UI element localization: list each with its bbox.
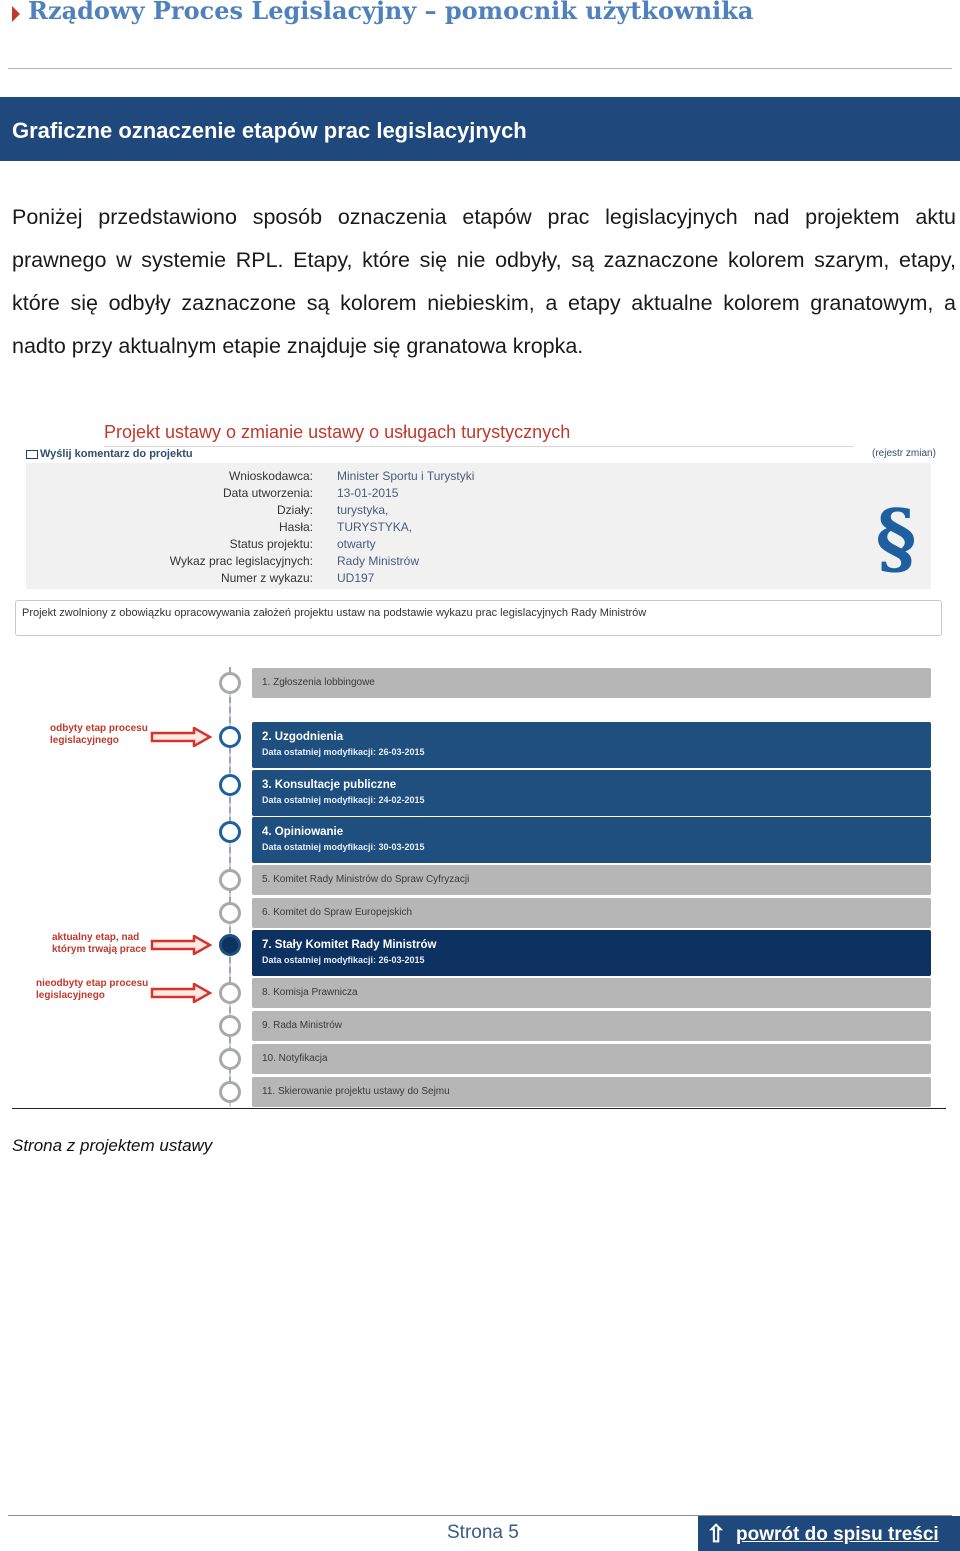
metadata-label: Numer z wykazu: [220, 571, 313, 585]
step-label: 7. Stały Komitet Rady Ministrów [262, 939, 437, 951]
annotation-line: którym trwają prace [52, 944, 147, 955]
annotation-line: legislacyjnego [50, 735, 119, 746]
annotation-line: aktualny etap, nad [52, 932, 140, 943]
metadata-value: TURYSTYKA, [337, 520, 413, 534]
back-to-toc-label[interactable]: powrót do spisu treści [736, 1524, 939, 1545]
change-register-link[interactable]: (rejestr zmian) [872, 448, 936, 459]
right-arrow-icon [150, 727, 212, 747]
timeline-dot [219, 774, 241, 796]
timeline-step[interactable] [252, 1044, 931, 1074]
screenshot-bottom-rule [12, 1108, 946, 1109]
timeline-dot [219, 821, 241, 843]
step-label: 2. Uzgodnienia [262, 731, 344, 743]
header-divider [8, 68, 952, 69]
timeline-dot [219, 869, 241, 891]
timeline-dot [219, 1015, 241, 1037]
document-header-title: Rządowy Proces Legislacyjny – pomocnik użytkownika [28, 0, 754, 25]
figure-caption: Strona z projektem ustawy [12, 1136, 213, 1155]
step-label: 3. Konsultacje publiczne [262, 779, 397, 791]
step-date: Data ostatniej modyfikacji: 26-03-2015 [262, 955, 425, 965]
timeline-step[interactable] [252, 722, 931, 768]
timeline-dot [219, 902, 241, 924]
right-arrow-icon [150, 983, 212, 1003]
metadata-value: Minister Sportu i Turystyki [337, 469, 475, 483]
timeline-dot [219, 672, 241, 694]
project-title: Projekt ustawy o zmianie ustawy o usługach turystycznych [104, 422, 571, 442]
send-comment-link[interactable]: Wyślij komentarz do projektu [40, 448, 193, 460]
step-label: 10. Notyfikacja [262, 1053, 328, 1064]
annotation-label [52, 932, 147, 956]
timeline-step[interactable] [252, 770, 931, 816]
timeline-step[interactable] [252, 898, 931, 928]
exemption-note: Projekt zwolniony z obowiązku opracowywania założeń projektu ustaw na podstawie wykazu prac legislacyjnych Rady Ministrów [22, 607, 647, 619]
timeline-step[interactable] [252, 930, 931, 976]
project-title-divider [104, 446, 854, 447]
metadata-label: Status projektu: [229, 537, 313, 551]
metadata-label: Wykaz prac legislacyjnych: [169, 554, 313, 568]
annotation-label [50, 723, 148, 747]
step-label: 11. Skierowanie projektu ustawy do Sejmu [262, 1086, 450, 1097]
paragraph-logo-icon: § [875, 493, 917, 584]
intro-paragraph: Poniżej przedstawiono sposób oznaczenia etapów prac legislacyjnych nad projektem aktu prawnego w systemie RPL. Etapy, które się nie odbyły, są zaznaczone kolorem szarym, etapy, które się odbyły zaznaczone są kolorem niebieskim, a etapy aktualne kolorem granatowym, a nadto przy aktualnym etapie znajduje się granatowa kropka. [12, 205, 956, 358]
timeline-step[interactable] [252, 1011, 931, 1041]
timeline-step[interactable] [252, 1077, 931, 1107]
metadata-label: Działy: [276, 503, 313, 517]
annotation-line: odbyty etap procesu [50, 723, 148, 734]
step-date: Data ostatniej modyfikacji: 30-03-2015 [262, 842, 425, 852]
step-date: Data ostatniej modyfikacji: 26-03-2015 [262, 747, 425, 757]
header-marker-icon [12, 6, 20, 22]
timeline-step[interactable] [252, 865, 931, 895]
step-date: Data ostatniej modyfikacji: 24-02-2015 [262, 795, 425, 805]
metadata-value: 13-01-2015 [337, 486, 399, 500]
timeline-dot [219, 982, 241, 1004]
metadata-label: Hasła: [278, 520, 313, 534]
step-label: 6. Komitet do Spraw Europejskich [262, 907, 413, 918]
mail-icon [26, 450, 38, 459]
timeline-step[interactable] [252, 817, 931, 863]
annotation-label [36, 978, 148, 1002]
page-number: Strona 5 [447, 1522, 519, 1543]
right-arrow-icon [150, 935, 212, 955]
timeline-dot [219, 726, 241, 748]
metadata-value: turystyka, [337, 503, 389, 517]
metadata-label: Wnioskodawca: [228, 469, 313, 483]
annotation-line: nieodbyty etap procesu [36, 978, 149, 989]
project-metadata-panel [26, 463, 931, 589]
timeline-step[interactable] [252, 978, 931, 1008]
metadata-label: Data utworzenia: [222, 486, 313, 500]
up-arrow-icon: ⇧ [706, 1521, 727, 1548]
metadata-value: otwarty [337, 537, 376, 551]
timeline-dot [219, 1048, 241, 1070]
step-label: 4. Opiniowanie [262, 826, 344, 838]
step-label: 5. Komitet Rady Ministrów do Spraw Cyfryzacji [262, 874, 470, 885]
step-label: 8. Komisja Prawnicza [262, 987, 358, 998]
timeline-dot [219, 934, 241, 956]
step-label: 1. Zgłoszenia lobbingowe [262, 677, 375, 688]
step-label: 9. Rada Ministrów [262, 1020, 343, 1031]
timeline-dot [219, 1081, 241, 1103]
timeline-step[interactable] [252, 668, 931, 698]
section-heading: Graficzne oznaczenie etapów prac legislacyjnych [12, 118, 527, 143]
metadata-value: Rady Ministrów [337, 554, 420, 568]
annotation-line: legislacyjnego [36, 990, 105, 1001]
metadata-value: UD197 [337, 571, 375, 585]
